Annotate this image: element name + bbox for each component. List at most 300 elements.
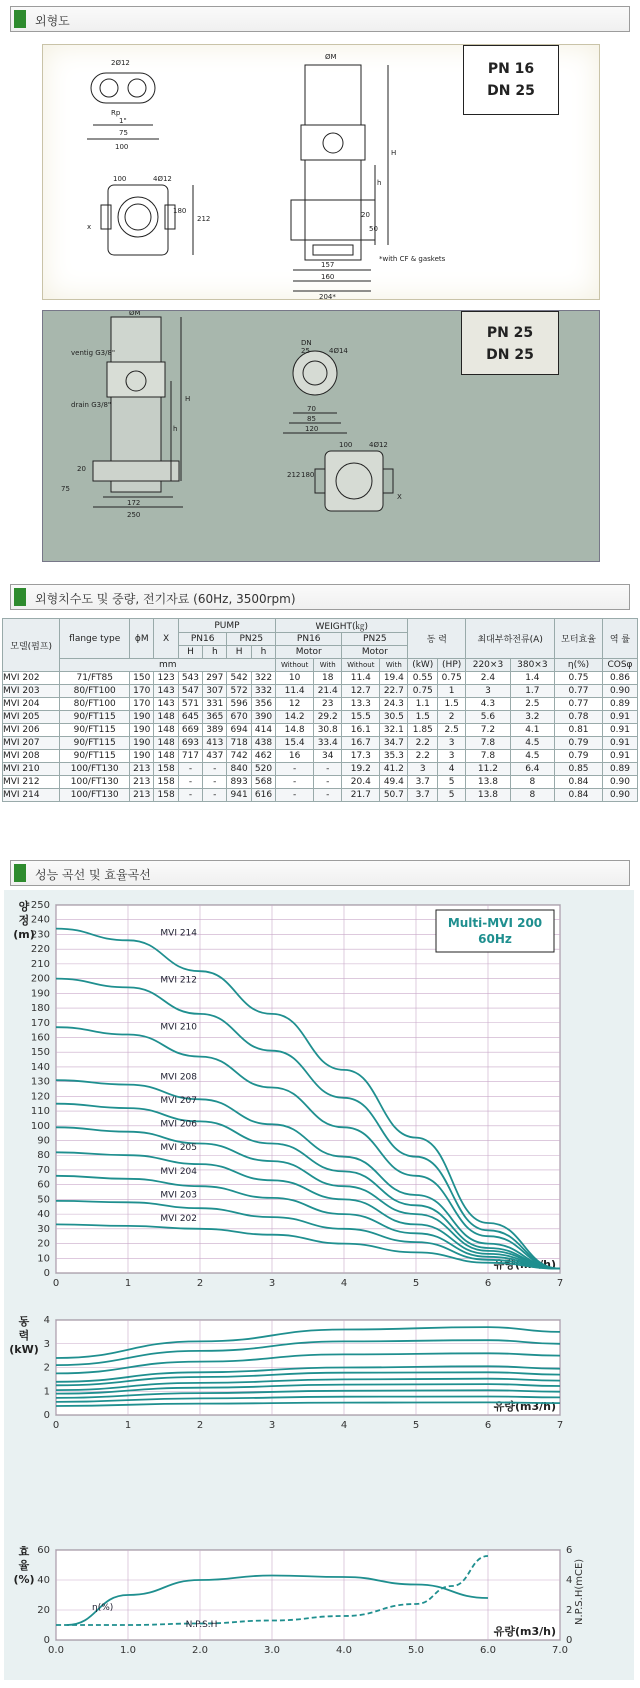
table-cell: 14.8 (276, 724, 314, 737)
chart-title: Multi-MVI 200 (447, 916, 543, 930)
table-cell: 71/FT85 (60, 672, 130, 685)
table-cell: 14.2 (276, 711, 314, 724)
table-cell: - (276, 776, 314, 789)
y-tick-label: 20 (37, 1605, 50, 1616)
dim-label: 75 (119, 129, 128, 137)
col-cos: COSφ (602, 659, 637, 672)
y-tick-label: 90 (37, 1135, 50, 1147)
col-without: Without (276, 659, 314, 672)
section-title-text: 외형도 (35, 14, 70, 28)
table-cell: 170 (130, 685, 154, 698)
table-cell: 893 (227, 776, 251, 789)
table-cell: 123 (154, 672, 178, 685)
table-cell: 6.4 (510, 763, 554, 776)
dim-label: H (185, 395, 191, 403)
table-cell: 12 (276, 698, 314, 711)
table-cell: 0.91 (602, 737, 637, 750)
model-cell: MVI 214 (3, 789, 60, 802)
table-cell: 0.77 (555, 685, 603, 698)
table-cell: 21.4 (314, 685, 342, 698)
table-cell: 4 (438, 763, 466, 776)
table-row (3, 750, 638, 763)
section-marker (14, 864, 26, 882)
table-cell: 30.8 (314, 724, 342, 737)
table-cell: 29.2 (314, 711, 342, 724)
col-weight: WEIGHT(㎏) (276, 619, 408, 633)
x-tick-label: 4 (340, 1420, 348, 1431)
y-tick-label: 10 (37, 1253, 50, 1265)
table-cell: 332 (251, 685, 275, 698)
col-motor: Motor (276, 646, 342, 659)
y-tick-label: 150 (30, 1047, 50, 1059)
dim-label: 2Ø12 (111, 59, 130, 67)
y-tick-label: 80 (37, 1150, 50, 1162)
table-cell: 0.55 (408, 672, 438, 685)
col-motor: Motor (342, 646, 408, 659)
section-marker (14, 10, 26, 28)
col-without: Without (342, 659, 380, 672)
table-cell: 11.2 (466, 763, 510, 776)
y-tick-label: 190 (30, 988, 50, 1000)
dim-label: 4Ø14 (329, 347, 348, 355)
dim-label: x (87, 223, 92, 231)
table-cell: 190 (130, 711, 154, 724)
table-cell: 616 (251, 789, 275, 802)
table-row (3, 698, 638, 711)
x-tick-label: 7 (556, 1278, 564, 1289)
table-cell: 596 (227, 698, 251, 711)
table-cell: 80/FT100 (60, 685, 130, 698)
table-cell: 1 (438, 685, 466, 698)
dim-label: 100 (115, 143, 129, 151)
performance-curve-svg (4, 890, 634, 1680)
series-label: MVI 207 (160, 1096, 198, 1107)
dim-label: DN (301, 339, 312, 347)
table-cell: 23 (314, 698, 342, 711)
table-cell: 12.7 (342, 685, 380, 698)
col-w-pn16: PN16 (276, 633, 342, 646)
col-380: 380×3 (510, 659, 554, 672)
col-current: 최대부하전류(A) (466, 619, 555, 659)
table-cell: 19.4 (380, 672, 408, 685)
dim-label: 20 (361, 211, 370, 219)
series-label: MVI 203 (160, 1190, 198, 1201)
y-axis-label: 양 (18, 900, 30, 913)
table-cell: 100/FT130 (60, 789, 130, 802)
table-cell: 16 (276, 750, 314, 763)
table-cell: 41.2 (380, 763, 408, 776)
col-hp: (HP) (438, 659, 466, 672)
table-cell: - (203, 789, 227, 802)
table-cell: 941 (227, 789, 251, 802)
dim-label: 160 (321, 273, 335, 281)
y-tick-label: 40 (37, 1209, 50, 1221)
y-tick-label: 0 (43, 1268, 50, 1279)
table-cell: - (178, 789, 202, 802)
table-cell: 148 (154, 750, 178, 763)
table-cell: 148 (154, 724, 178, 737)
y-axis-label: (kW) (9, 1343, 39, 1356)
col-with: With (314, 659, 342, 672)
section-title-dimensions (10, 584, 630, 610)
series-label: MVI 210 (160, 1022, 198, 1033)
y-axis-label: (m) (13, 928, 35, 941)
plot-area (56, 905, 560, 1273)
table-cell: 547 (178, 685, 202, 698)
series-label: MVI 206 (160, 1119, 198, 1130)
drawing-pn16 (42, 44, 600, 300)
dn-rating: DN 25 (486, 347, 534, 363)
table-cell: 35.3 (380, 750, 408, 763)
table-cell: 16.7 (342, 737, 380, 750)
table-cell: 4.3 (466, 698, 510, 711)
dim-label: ventig G3/8" (71, 349, 116, 357)
table-cell: 34 (314, 750, 342, 763)
col-eta: η(%) (555, 659, 603, 672)
dim-label: 100 (113, 175, 127, 183)
col-pn16: PN16 (178, 633, 227, 646)
table-cell: 49.4 (380, 776, 408, 789)
table-cell: - (314, 763, 342, 776)
y-tick-label: 200 (30, 973, 50, 985)
y-tick-label: 250 (30, 900, 50, 911)
dim-label: 25 (301, 347, 310, 355)
table-cell: 1.4 (510, 672, 554, 685)
x-axis-label: 유량(m3/h) (493, 1625, 556, 1638)
dim-label: H (391, 149, 397, 157)
table-cell: 4.1 (510, 724, 554, 737)
dim-label: ØM (129, 311, 141, 317)
table-cell: 148 (154, 711, 178, 724)
x-tick-label: 5.0 (408, 1645, 424, 1656)
table-cell: 13.8 (466, 776, 510, 789)
series-label: MVI 208 (160, 1072, 198, 1083)
table-row (3, 737, 638, 750)
table-cell: 20.4 (342, 776, 380, 789)
model-cell: MVI 208 (3, 750, 60, 763)
table-cell: 3.2 (510, 711, 554, 724)
col-H: H (178, 646, 202, 659)
table-cell: 322 (251, 672, 275, 685)
table-cell: 34.7 (380, 737, 408, 750)
dim-label: 70 (307, 405, 316, 413)
table-cell: 0.79 (555, 737, 603, 750)
dim-label: X (397, 493, 402, 501)
table-cell: 0.78 (555, 711, 603, 724)
table-cell: 30.5 (380, 711, 408, 724)
dim-label: 100 (339, 441, 353, 449)
x-tick-label: 6.0 (480, 1645, 496, 1656)
table-cell: - (178, 776, 202, 789)
table-cell: 0.90 (602, 789, 637, 802)
table-cell: 1.5 (438, 698, 466, 711)
dim-label: *with CF & gaskets (379, 255, 446, 263)
y-tick-label: 0 (43, 1410, 50, 1421)
dim-label: drain G3/8" (71, 401, 112, 409)
y-axis-label: 력 (18, 1329, 30, 1342)
y-tick-label: 140 (30, 1061, 50, 1073)
table-cell: 571 (178, 698, 202, 711)
model-cell: MVI 205 (3, 711, 60, 724)
table-cell: 693 (178, 737, 202, 750)
y-tick-label: 1 (43, 1386, 50, 1398)
y2-tick-label: 6 (566, 1545, 573, 1556)
table-cell: 17.3 (342, 750, 380, 763)
table-cell: 3.7 (408, 789, 438, 802)
table-cell: 5.6 (466, 711, 510, 724)
table-cell: 742 (227, 750, 251, 763)
table-cell: 15.4 (276, 737, 314, 750)
table-cell: 0.75 (438, 672, 466, 685)
table-cell: 143 (154, 698, 178, 711)
dim-label: 4Ø12 (153, 175, 172, 183)
x-tick-label: 2.0 (192, 1645, 208, 1656)
table-cell: 190 (130, 737, 154, 750)
table-cell: 213 (130, 763, 154, 776)
table-cell: 3 (466, 685, 510, 698)
col-power: 동 력 (408, 619, 466, 659)
y-tick-label: 240 (30, 914, 50, 926)
table-cell: 190 (130, 750, 154, 763)
table-cell: 2.5 (510, 698, 554, 711)
table-cell: 0.75 (408, 685, 438, 698)
table-cell: 2 (438, 711, 466, 724)
y-tick-label: 3 (43, 1338, 50, 1350)
col-powerfactor: 역 률 (602, 619, 637, 659)
y-axis-label: 율 (18, 1559, 30, 1572)
table-row (3, 685, 638, 698)
section-title-text: 성능 곡선 및 효율곡선 (35, 868, 151, 882)
table-cell: 11.4 (342, 672, 380, 685)
dim-label: 85 (307, 415, 316, 423)
col-kw: (kW) (408, 659, 438, 672)
y2-tick-label: 2 (566, 1605, 573, 1616)
series-label: MVI 204 (160, 1166, 198, 1177)
table-cell: 15.5 (342, 711, 380, 724)
table-cell: 572 (227, 685, 251, 698)
table-cell: 143 (154, 685, 178, 698)
table-cell: 150 (130, 672, 154, 685)
table-cell: 0.84 (555, 776, 603, 789)
table-cell: - (178, 763, 202, 776)
table-cell: 462 (251, 750, 275, 763)
table-cell: 90/FT115 (60, 724, 130, 737)
table-cell: 365 (203, 711, 227, 724)
series-label: MVI 202 (160, 1213, 198, 1224)
series-label: MVI 214 (160, 928, 198, 939)
x-axis-label: 유량(m3/h) (493, 1258, 556, 1271)
y-tick-label: 50 (37, 1194, 50, 1206)
table-cell: - (314, 776, 342, 789)
model-cell: MVI 203 (3, 685, 60, 698)
y-tick-label: 120 (30, 1091, 50, 1103)
table-cell: 669 (178, 724, 202, 737)
table-cell: 694 (227, 724, 251, 737)
table-cell: - (276, 763, 314, 776)
y-tick-label: 220 (30, 944, 50, 956)
dn-rating: DN 25 (487, 83, 535, 99)
col-w-pn25: PN25 (342, 633, 408, 646)
x-axis-label: 유량(m3/h) (493, 1400, 556, 1413)
dim-label: 212 (287, 471, 301, 479)
dim-label: h (377, 179, 382, 187)
y-tick-label: 110 (30, 1106, 50, 1118)
series-label: N.P.S.H (185, 1620, 218, 1630)
col-H: H (227, 646, 251, 659)
table-cell: 356 (251, 698, 275, 711)
table-cell: 3.7 (408, 776, 438, 789)
table-cell: 90/FT115 (60, 711, 130, 724)
table-cell: 414 (251, 724, 275, 737)
model-cell: MVI 207 (3, 737, 60, 750)
table-cell: 7.8 (466, 750, 510, 763)
dim-label: 172 (127, 499, 141, 507)
table-cell: 568 (251, 776, 275, 789)
section-title-text: 외형치수도 및 중량, 전기자료 (60Hz, 3500rpm) (35, 592, 296, 606)
table-cell: 0.86 (602, 672, 637, 685)
table-cell: 2.5 (438, 724, 466, 737)
y-tick-label: 2 (43, 1362, 50, 1374)
y-tick-label: 70 (37, 1164, 50, 1176)
table-cell: 0.81 (555, 724, 603, 737)
x-tick-label: 7.0 (552, 1645, 568, 1656)
dim-label: h (173, 425, 178, 433)
table-cell: 542 (227, 672, 251, 685)
table-cell: 158 (154, 763, 178, 776)
table-cell: 100/FT130 (60, 776, 130, 789)
table-cell: 8 (510, 789, 554, 802)
x-tick-label: 1.0 (120, 1645, 136, 1656)
table-cell: 0.90 (602, 685, 637, 698)
table-cell: 307 (203, 685, 227, 698)
table-cell: 16.1 (342, 724, 380, 737)
table-cell: 4.5 (510, 750, 554, 763)
x-tick-label: 3 (268, 1278, 276, 1289)
table-row (3, 711, 638, 724)
table-cell: 1.85 (408, 724, 438, 737)
x-tick-label: 5 (412, 1278, 420, 1289)
y2-tick-label: 0 (566, 1635, 573, 1646)
dim-label: 180 (301, 471, 315, 479)
table-cell: 0.91 (602, 724, 637, 737)
y-tick-label: 170 (30, 1017, 50, 1029)
y-tick-label: 4 (43, 1315, 50, 1326)
table-cell: 100/FT130 (60, 763, 130, 776)
table-cell: 413 (203, 737, 227, 750)
table-cell: 5 (438, 776, 466, 789)
performance-charts (4, 890, 634, 1680)
model-cell: MVI 210 (3, 763, 60, 776)
table-cell: 389 (203, 724, 227, 737)
x-tick-label: 0.0 (48, 1645, 64, 1656)
table-cell: 331 (203, 698, 227, 711)
col-x: X (154, 619, 178, 659)
table-cell: 670 (227, 711, 251, 724)
table-cell: 717 (178, 750, 202, 763)
table-cell: 148 (154, 737, 178, 750)
table-cell: 645 (178, 711, 202, 724)
table-cell: 7.2 (466, 724, 510, 737)
x-tick-label: 1 (124, 1278, 132, 1289)
table-cell: 0.91 (602, 711, 637, 724)
col-model: 모델(펌프) (3, 619, 60, 672)
table-cell: - (314, 789, 342, 802)
pn-rating: PN 16 (487, 61, 535, 77)
table-cell: 4.5 (510, 737, 554, 750)
table-cell: - (203, 763, 227, 776)
table-cell: 11.4 (276, 685, 314, 698)
table-row (3, 763, 638, 776)
table-cell: 1.5 (408, 711, 438, 724)
table-cell: 24.3 (380, 698, 408, 711)
spec-table (2, 618, 638, 802)
x-tick-label: 7 (556, 1420, 564, 1431)
table-cell: - (203, 776, 227, 789)
drawing-pn25 (42, 310, 600, 562)
table-cell: 32.1 (380, 724, 408, 737)
y2-axis-label: N.P.S.H(mCE) (574, 1558, 585, 1625)
dim-label: Rp (111, 109, 121, 117)
pn-dn-box (463, 45, 559, 115)
col-h: h (203, 646, 227, 659)
y-axis-label: 동 (18, 1315, 30, 1328)
section-marker (14, 588, 26, 606)
y-tick-label: 180 (30, 1003, 50, 1015)
col-phim: ϕM (130, 619, 154, 659)
table-cell: 50.7 (380, 789, 408, 802)
col-pn25: PN25 (227, 633, 276, 646)
table-cell: 0.85 (555, 763, 603, 776)
y-tick-label: 60 (37, 1545, 50, 1556)
table-cell: 5 (438, 789, 466, 802)
dim-label: 50 (369, 225, 378, 233)
table-cell: 213 (130, 789, 154, 802)
x-tick-label: 2 (196, 1420, 204, 1431)
table-cell: 213 (130, 776, 154, 789)
x-tick-label: 4.0 (336, 1645, 352, 1656)
table-cell: 3 (438, 750, 466, 763)
y-tick-label: 30 (37, 1223, 50, 1235)
col-with: With (380, 659, 408, 672)
table-cell: 170 (130, 698, 154, 711)
table-cell: 7.8 (466, 737, 510, 750)
model-cell: MVI 202 (3, 672, 60, 685)
section-title-outline (10, 6, 630, 32)
table-row (3, 776, 638, 789)
table-cell: 3 (438, 737, 466, 750)
table-cell: 19.2 (342, 763, 380, 776)
y-tick-label: 100 (30, 1120, 50, 1132)
table-cell: - (276, 789, 314, 802)
table-row (3, 672, 638, 685)
dim-label: 157 (321, 261, 335, 269)
table-cell: 33.4 (314, 737, 342, 750)
table-cell: 90/FT115 (60, 737, 130, 750)
dim-label: 1" (119, 117, 127, 125)
dim-label: 20 (77, 465, 86, 473)
x-tick-label: 6 (484, 1278, 492, 1289)
table-cell: 0.77 (555, 698, 603, 711)
y-tick-label: 0 (43, 1635, 50, 1646)
x-tick-label: 3 (268, 1420, 276, 1431)
dim-label: 204* (319, 293, 336, 301)
x-tick-label: 2 (196, 1278, 204, 1289)
x-tick-label: 4 (340, 1278, 348, 1289)
chart-subtitle: 60Hz (478, 932, 512, 946)
y-tick-label: 230 (30, 929, 50, 941)
table-cell: 437 (203, 750, 227, 763)
table-cell: 190 (130, 724, 154, 737)
